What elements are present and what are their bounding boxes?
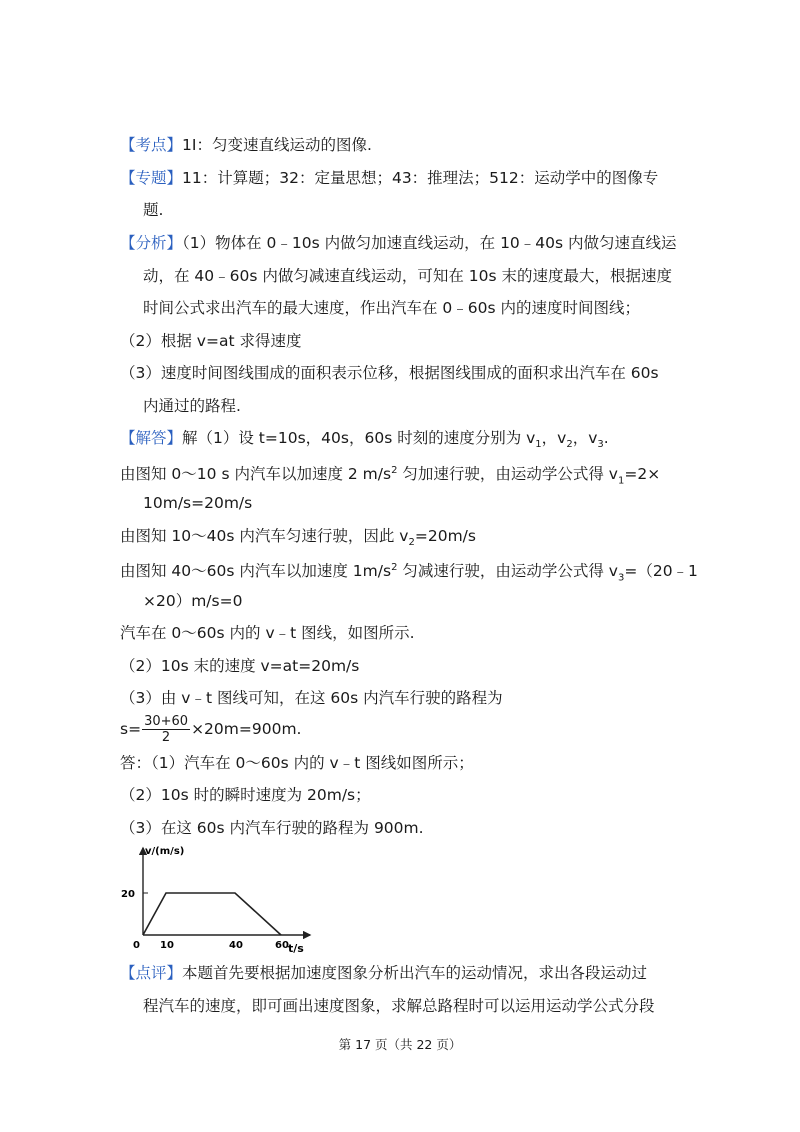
y-tick-label: 20 (121, 889, 135, 900)
fenxi-text-6: 内通过的路程. (143, 397, 241, 415)
subscript: 3 (597, 439, 604, 451)
x-tick-label: 0 (133, 940, 140, 951)
page-footer: 第 17 页（共 22 页） (338, 1037, 462, 1052)
fraction-numerator: 30+60 (144, 714, 189, 729)
y-axis-label: v/(m/s) (145, 846, 185, 857)
fenxi-line (120, 233, 677, 253)
x-tick-label: 10 (160, 940, 174, 951)
jieda-text: ，v (541, 429, 567, 447)
jieda-text: =2× (624, 465, 661, 484)
jieda-line-7: 汽车在 0～60s 内的 v﹣t 图线，如图所示. (120, 624, 415, 642)
jieda-line-5 (120, 558, 698, 588)
jieda-text: =20m/s (414, 527, 476, 545)
vt-chart (118, 840, 318, 955)
kaodian-line (120, 135, 372, 155)
jieda-text: 由图知 10～40s 内汽车匀速行驶，因此 v (120, 527, 409, 545)
series-line (143, 893, 281, 935)
zhuanti-tag: 【专题】 (120, 169, 183, 187)
zhuanti-cont: 题. (143, 201, 164, 219)
kaodian-text: 1I：匀变速直线运动的图像. (182, 136, 372, 154)
fenxi-tag: 【分析】 (120, 234, 183, 252)
subscript: 2 (566, 439, 573, 451)
dianping-text-1: 本题首先要根据加速度图象分析出汽车的运动情况，求出各段运动过 (182, 964, 648, 982)
superscript: 2 (391, 465, 398, 476)
fenxi-text-3: 时间公式求出汽车的最大速度，作出汽车在 0﹣60s 内的速度时间图线； (143, 299, 641, 317)
answer-line-3: （3）在这 60s 内汽车行驶的路程为 900m. (120, 819, 424, 837)
jieda-line-2 (120, 461, 660, 491)
jieda-text: 匀加速行驶，由运动学公式得 v (397, 465, 618, 484)
kaodian-tag: 【考点】 (120, 136, 183, 154)
jieda-text: ×20m=900m. (191, 720, 302, 738)
jieda-line-6: ×20）m/s=0 (143, 592, 243, 610)
x-axis-label: t/s (288, 942, 304, 955)
dianping-text-2: 程汽车的速度，即可画出速度图象，求解总路程时可以运用运动学公式分段 (143, 997, 655, 1015)
x-tick-label: 40 (229, 940, 243, 951)
fenxi-text-1: （1）物体在 0﹣10s 内做匀加速直线运动，在 10﹣40s 内做匀速直线运 (182, 234, 677, 252)
subscript: 2 (408, 537, 415, 549)
jieda-text: . (603, 429, 609, 447)
jieda-line-9: （3）由 v﹣t 图线可知，在这 60s 内汽车行驶的路程为 (120, 689, 503, 707)
jieda-text: 匀减速行驶，由运动学公式得 v (397, 562, 618, 581)
fenxi-text-2: 动，在 40﹣60s 内做匀减速直线运动，可知在 10s 末的速度最大，根据速度 (143, 267, 673, 285)
subscript: 1 (535, 439, 542, 451)
jieda-tag: 【解答】 (120, 429, 183, 447)
jieda-text: s= (120, 720, 142, 738)
fraction-denominator: 2 (161, 730, 171, 745)
jieda-line-10 (120, 712, 301, 746)
fraction (142, 714, 190, 745)
jieda-text: 解（1）设 t=10s，40s，60s 时刻的速度分别为 v (182, 429, 536, 447)
superscript: 2 (391, 562, 398, 573)
jieda-line-1 (120, 428, 609, 455)
fenxi-text-5: （3）速度时间图线围成的面积表示位移，根据图线围成的面积求出汽车在 60s (120, 364, 659, 382)
zhuanti-line (120, 168, 658, 188)
dianping-tag: 【点评】 (120, 964, 183, 982)
answer-line-1: 答：（1）汽车在 0～60s 内的 v﹣t 图线如图所示； (120, 754, 474, 772)
subscript: 3 (617, 572, 625, 584)
subscript: 1 (617, 475, 625, 487)
jieda-text: =（20﹣1 (624, 562, 698, 581)
jieda-line-8: （2）10s 末的速度 v=at=20m/s (120, 657, 360, 675)
jieda-text: ，v (572, 429, 598, 447)
jieda-text: 由图知 40～60s 内汽车以加速度 1m/s (120, 562, 392, 581)
dianping-line (120, 963, 647, 983)
fenxi-text-4: （2）根据 v=at 求得速度 (120, 332, 302, 350)
x-tick-label: 60 (275, 940, 289, 951)
jieda-line-4 (120, 526, 476, 553)
jieda-line-3: 10m/s=20m/s (143, 494, 253, 512)
answer-line-2: （2）10s 时的瞬时速度为 20m/s； (120, 786, 371, 804)
jieda-text: 由图知 0～10 s 内汽车以加速度 2 m/s (120, 465, 392, 484)
zhuanti-text: 11：计算题；32：定量思想；43：推理法；512：运动学中的图像专 (182, 169, 659, 187)
